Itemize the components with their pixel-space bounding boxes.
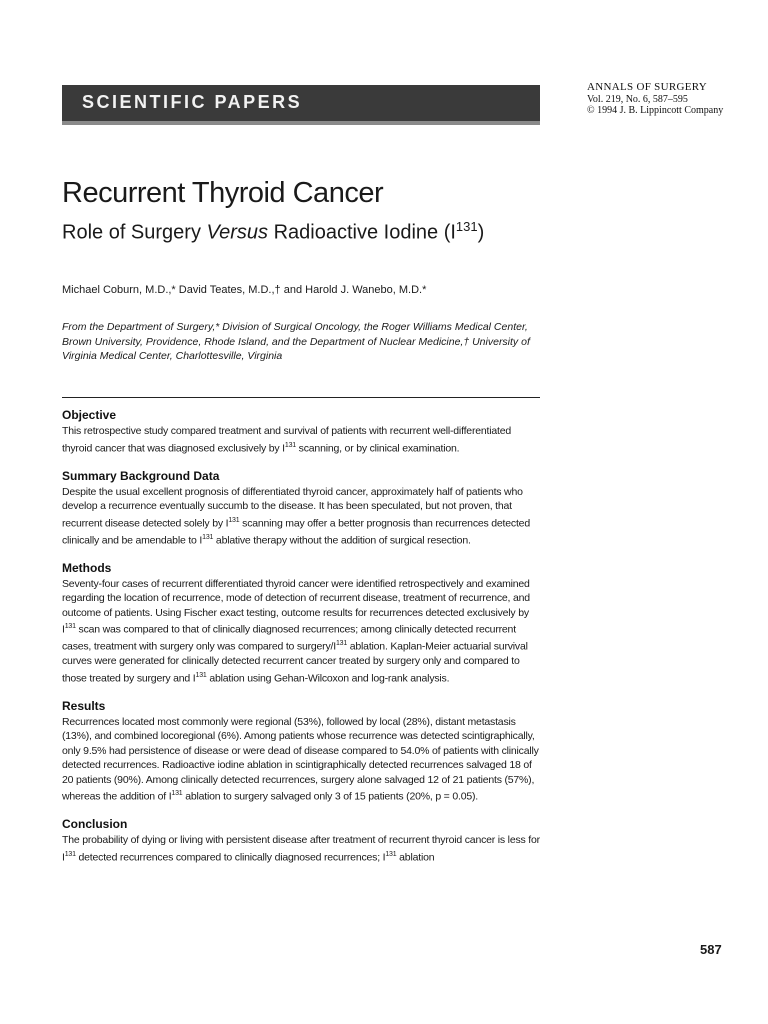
author-list: Michael Coburn, M.D.,* David Teates, M.D.,† and Harold J. Wanebo, M.D.* bbox=[62, 284, 427, 296]
isotope-superscript: 131 bbox=[64, 850, 76, 858]
objective-text: This retrospective study compared treatment and survival of patients with recurrent well-differentiated thyroid cancer that was diagnosed exclusively by $I^{131}$ scanning, or by clinical examination. bbox=[62, 425, 512, 454]
abstract-objective bbox=[62, 408, 542, 456]
isotope-superscript: 131 bbox=[202, 533, 214, 541]
methods-heading: Methods bbox=[62, 560, 112, 575]
background-heading: Summary Background Data bbox=[62, 468, 220, 483]
abstract-results bbox=[62, 699, 542, 805]
subtitle-text-3: ) bbox=[477, 221, 485, 244]
results-heading: Results bbox=[62, 698, 106, 713]
isotope-superscript: 131 bbox=[171, 790, 183, 797]
subtitle-superscript: 131 bbox=[455, 219, 478, 234]
subtitle-italic: Versus bbox=[206, 221, 269, 244]
conclusion-text: The probability of dying or living with persistent disease after treatment of recurrent thyroid cancer is less for $I^{131}$ detected recurrences compared to clinically diagnosed recurrences; $I^{131}$ ablation bbox=[62, 834, 540, 863]
isotope-superscript: 131 bbox=[385, 850, 397, 858]
isotope-superscript: 131 bbox=[64, 623, 76, 630]
article-title: Recurrent Thyroid Cancer bbox=[62, 177, 384, 209]
methods-text: Seventy-four cases of recurrent differentiated thyroid cancer were identified retrospectively and examined regarding the location of recurrence, mode of detection of recurrent disease, treatment of recurrence, and outcome of patients. Using Fischer exact testing, outcome results for recurrences detected exclusively by $I^{131}$ scan was compared to that of clinically diagnosed recurrences; among clinically detected recurrent cases, treatment with surgery only was compared to surgery/$I^{131}$ ablation. Kaplan-Meier actuarial survival curves were generated for clinically detected recurrent cancer treated by surgery only and compared to those treated by surgery and $I^{131}$ ablation using Gehan-Wilcoxon and log-rank analysis. bbox=[62, 577, 530, 684]
abstract-methods bbox=[62, 561, 542, 686]
isotope-superscript: 131 bbox=[195, 671, 207, 679]
isotope-superscript: 131 bbox=[228, 516, 240, 524]
subtitle-text-1: Role of Surgery bbox=[62, 221, 207, 244]
abstract-conclusion bbox=[62, 817, 542, 865]
journal-copyright: © 1994 J. B. Lippincott Company bbox=[587, 105, 724, 116]
background-text: Despite the usual excellent prognosis of differentiated thyroid cancer, approximately half of patients who develop a recurrence eventually succumb to the disease. It has been speculated, but not proven, that recurrent disease detected solely by $I^{131}$ scanning may offer a better prognosis than recurrences detected clinically and be amendable to $I^{131}$ ablative therapy without the addition of surgical resection. bbox=[62, 485, 530, 546]
conclusion-heading: Conclusion bbox=[62, 817, 128, 831]
section-banner bbox=[62, 85, 540, 125]
page-number: 587 bbox=[700, 942, 722, 957]
objective-heading: Objective bbox=[62, 408, 117, 422]
journal-name: ANNALS OF SURGERY bbox=[587, 81, 708, 93]
author-affiliation: From the Department of Surgery,* Division of Surgical Oncology, the Roger Williams Medical Center, Brown University, Providence, Rhode Island, and the Department of Nuclear Medicine,† University of Virginia Medical Center, Charlottesville, Virginia bbox=[62, 321, 530, 362]
results-text: Recurrences located most commonly were regional (53%), followed by local (28%), distant metastasis (13%), and combined locoregional (6%). Among patients whose recurrence was detected scintigraphically, only 9.5% had persistence of disease or were dead of disease compared to 54.0% of patients with clinically detected recurrences. Radioactive iodine ablation in scintigraphically detected recurrences salvaged 18 of 20 patients (90%). Among clinically detected recurrences, surgery alone salvaged 12 of 21 patients (57%), whereas the addition of $I^{131}$ ablation to surgery salvaged only 3 of 15 patients (20%, p = 0.05). bbox=[62, 715, 539, 803]
abstract bbox=[62, 408, 542, 878]
isotope-superscript: 131 bbox=[284, 441, 296, 449]
article-subtitle bbox=[62, 215, 532, 245]
subtitle-text-2: Radioactive Iodine (I bbox=[268, 221, 456, 244]
journal-citation bbox=[587, 82, 723, 117]
section-banner-label: SCIENTIFIC PAPERS bbox=[82, 92, 303, 112]
isotope-superscript: 131 bbox=[335, 640, 348, 647]
journal-volume: Vol. 219, No. 6, 587–595 bbox=[587, 93, 688, 105]
section-divider bbox=[62, 397, 540, 398]
abstract-background bbox=[62, 469, 542, 548]
